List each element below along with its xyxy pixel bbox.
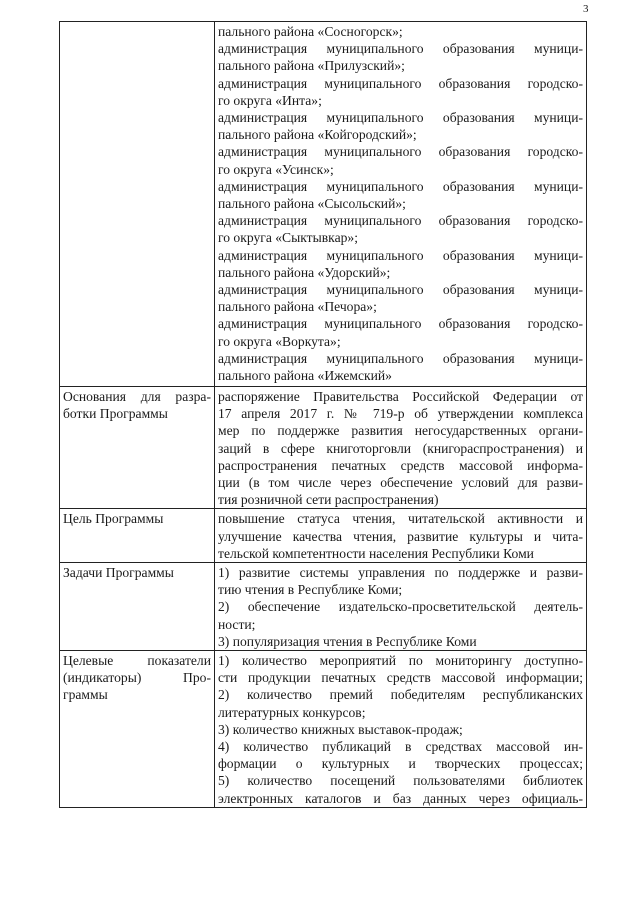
text-line: тия розничной сети распространения) xyxy=(218,492,439,508)
text-line: электронных каталогов и баз данных через официаль- xyxy=(218,790,583,806)
text-line: администрация муниципального образования городско- xyxy=(218,316,583,332)
text-line: 2) количество премий победителям республиканских xyxy=(218,687,583,703)
basis-content-cell xyxy=(215,387,587,509)
row-label-line: (индикаторы) Про- xyxy=(63,670,211,686)
text-line: пального района «Удорский»; xyxy=(218,264,391,280)
page-number: 3 xyxy=(583,3,589,15)
table-row-tasks xyxy=(60,563,587,651)
text-line: заций в сфере книготорговли (книгораспространения) и xyxy=(218,440,583,456)
text-line: распоряжение Правительства Российской Федерации от xyxy=(218,389,583,404)
row-label-line: граммы xyxy=(63,687,108,703)
text-line: пального района «Койгородский»; xyxy=(218,127,417,143)
indicators-content-cell xyxy=(215,651,587,808)
text-line: 4) количество публикаций в средствах массовой ин- xyxy=(218,739,583,755)
text-line: литературных конкурсов; xyxy=(218,704,366,720)
text-line: администрация муниципального образования городско- xyxy=(218,213,583,229)
goal-content-cell xyxy=(215,509,587,563)
text-line: го округа «Усинск»; xyxy=(218,161,334,177)
text-line: администрация муниципального образования городско- xyxy=(218,75,583,91)
text-line: 2) обеспечение издательско-просветительской деятель- xyxy=(218,599,583,615)
table-row-executors xyxy=(60,22,587,387)
text-line: улучшение качества чтения, развитие культуры и чита- xyxy=(218,528,583,544)
text-line: го округа «Сыктывкар»; xyxy=(218,230,358,246)
text-line: распространения печатных средств массовой информа- xyxy=(218,457,583,473)
text-line: тельской компетентности населения Республики Коми xyxy=(218,545,534,561)
text-line: администрация муниципального образования муници- xyxy=(218,178,583,194)
text-line: го округа «Воркута»; xyxy=(218,333,341,349)
row-label-line: Основания для разра- xyxy=(63,389,211,404)
row-label-line: ботки Программы xyxy=(63,406,168,422)
text-line: 3) популяризация чтения в Республике Коми xyxy=(218,633,477,649)
executors-label-cell xyxy=(60,22,215,387)
executors-content-cell xyxy=(215,22,587,387)
program-passport-table xyxy=(59,21,587,808)
row-label-line: Цель Программы xyxy=(63,511,164,527)
indicators-label-cell xyxy=(60,651,215,808)
table-row-basis xyxy=(60,387,587,509)
text-line: администрация муниципального образования муници- xyxy=(218,110,583,126)
text-line: мер по поддержке развития негосударственных органи- xyxy=(218,423,583,439)
text-line: 1) развитие системы управления по поддержке и разви- xyxy=(218,565,583,581)
text-line: тию чтения в Республике Коми; xyxy=(218,582,403,598)
text-line: формации о культурных и творческих процессах; xyxy=(218,756,583,772)
text-line: администрация муниципального образования муници- xyxy=(218,282,583,298)
text-line: ции (в том числе через обеспечение условий для разви- xyxy=(218,475,583,491)
text-line: пального района «Сысольский»; xyxy=(218,196,406,212)
text-line: пального района «Ижемский» xyxy=(218,368,392,384)
text-line: повышение статуса чтения, читательской активности и xyxy=(218,511,583,527)
text-line: сти продукции печатных средств массовой информации; xyxy=(218,670,583,686)
text-line: пального района «Прилузский»; xyxy=(218,58,405,74)
text-line: 1) количество мероприятий по мониторингу доступно- xyxy=(218,653,583,669)
text-line: администрация муниципального образования муници- xyxy=(218,247,583,263)
table-row-indicators xyxy=(60,651,587,808)
text-line: пального района «Печора»; xyxy=(218,299,377,315)
row-label-line: Целевые показатели xyxy=(63,653,211,669)
text-line: пального района «Сосногорск»; xyxy=(218,24,403,39)
text-line: администрация муниципального образования муници- xyxy=(218,350,583,366)
table-row-goal xyxy=(60,509,587,563)
text-line: 5) количество посещений пользователями библиотек xyxy=(218,773,583,789)
text-line: ности; xyxy=(218,616,256,632)
row-label-line: Задачи Программы xyxy=(63,565,174,581)
text-line: 3) количество книжных выставок-продаж; xyxy=(218,721,463,737)
text-line: го округа «Инта»; xyxy=(218,92,322,108)
text-line: 17 апреля 2017 г. № 719-р об утверждении комплекса xyxy=(218,406,583,422)
goal-label-cell xyxy=(60,509,215,563)
text-line: администрация муниципального образования муници- xyxy=(218,41,583,57)
tasks-content-cell xyxy=(215,563,587,651)
tasks-label-cell xyxy=(60,563,215,651)
text-line: администрация муниципального образования городско- xyxy=(218,144,583,160)
basis-label-cell xyxy=(60,387,215,509)
